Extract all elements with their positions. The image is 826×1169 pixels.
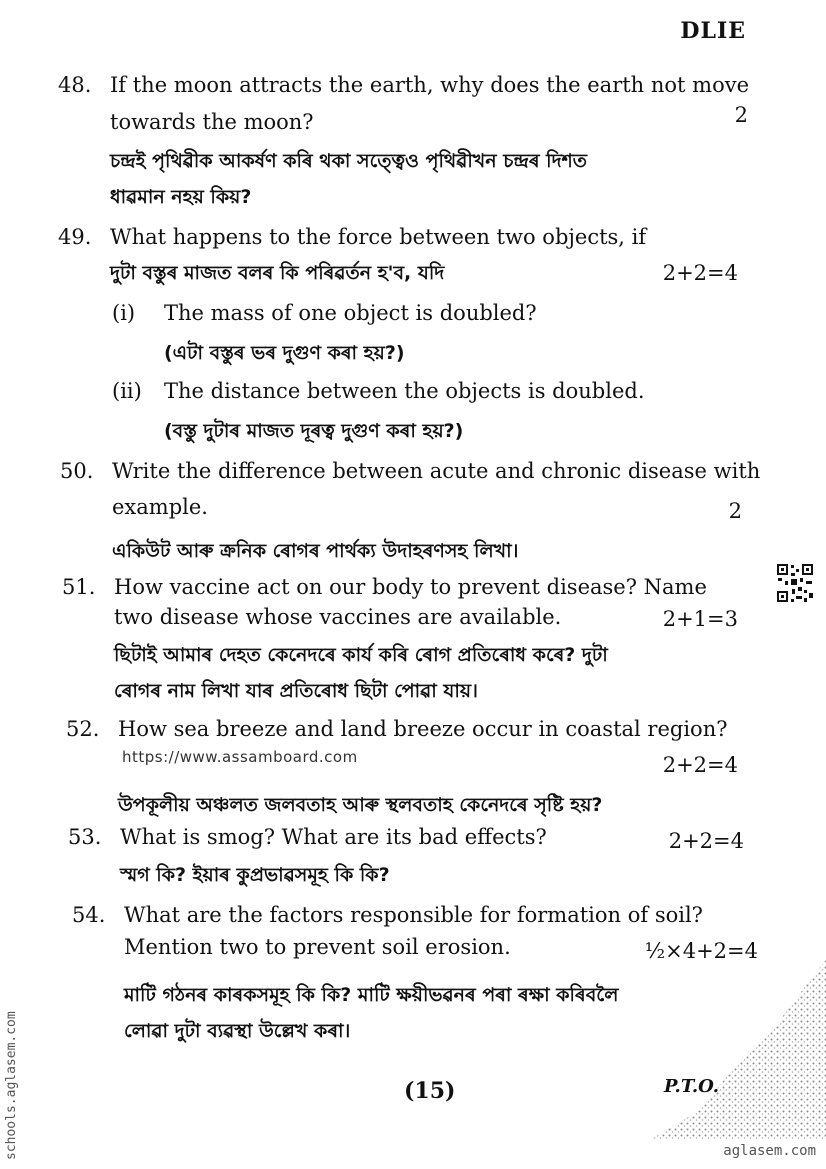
question-text-en: example.	[112, 495, 208, 519]
question-marks: 2+2=4	[662, 753, 738, 777]
question-text-as: স্মগ কি? ইয়াৰ কুপ্ৰভাৱসমূহ কি কি?	[120, 864, 390, 886]
question-text-as: লোৱা দুটা ব্যৱস্থা উল্লেখ কৰা।	[124, 1020, 351, 1042]
question-text-en: two disease whose vaccines are available.	[114, 605, 562, 629]
scan-noise	[620, 960, 826, 1140]
question-text-en: How vaccine act on our body to prevent disease? Name	[114, 575, 707, 599]
question-marks: 2+1=3	[662, 607, 738, 631]
question-marks: 2	[728, 499, 742, 523]
question-text-en: towards the moon?	[110, 110, 314, 134]
sub-question-text-as: (বস্তু দুটাৰ মাজত দূৰত্ব দুগুণ কৰা হয়?)	[164, 420, 464, 442]
question-marks: 2+2=4	[662, 261, 738, 285]
sub-question-text-en: The distance between the objects is doubled.	[164, 379, 645, 403]
question-text-as: উপকূলীয় অঞ্চলত জলবতাহ আৰু স্থলবতাহ কেনেদৰে সৃষ্টি হয়?	[118, 794, 603, 816]
question-number: 53.	[68, 825, 102, 849]
question-text-as: ধাৱমান নহয় কিয়?	[110, 186, 252, 208]
sub-question-text-en: The mass of one object is doubled?	[164, 301, 537, 325]
question-number: 50.	[60, 459, 94, 483]
question-number: 48.	[58, 73, 92, 97]
question-marks: ½×4+2=4	[644, 939, 758, 963]
question-text-as: দুটা বস্তুৰ মাজত বলৰ কি পৰিৱৰ্তন হ'ব, যদি	[110, 262, 445, 284]
question-number: 54.	[72, 903, 106, 927]
question-text-en: What are the factors responsible for formation of soil?	[124, 903, 703, 927]
question-text-en: What happens to the force between two objects, if	[110, 225, 647, 249]
please-turn-over: P.T.O.	[664, 1076, 720, 1097]
question-text-as: ৰোগৰ নাম লিখা যাৰ প্ৰতিৰোধ ছিটা পোৱা যায়।	[114, 680, 478, 702]
question-text-as: চন্দ্ৰই পৃথিৱীক আকৰ্ষণ কৰি থকা সত্ত্বেও পৃথিৱীখন চন্দ্ৰৰ দিশত	[110, 150, 588, 172]
sub-question-label: (ii)	[112, 379, 142, 403]
question-marks: 2+2=4	[668, 829, 744, 853]
question-number: 49.	[58, 225, 92, 249]
question-text-as: একিউট আৰু ক্ৰনিক ৰোগৰ পাৰ্থক্য উদাহৰণসহ লিখা।	[112, 540, 519, 562]
website-watermark: https://www.assamboard.com	[122, 748, 358, 766]
sub-question-label: (i)	[112, 301, 136, 325]
sub-question-text-as: (এটা বস্তুৰ ভৰ দুগুণ কৰা হয়?)	[164, 342, 405, 364]
question-text-as: ছিটাই আমাৰ দেহত কেনেদৰে কাৰ্য কৰি ৰোগ প্ৰতিৰোধ কৰে? দুটা	[114, 644, 608, 666]
question-text-en: How sea breeze and land breeze occur in coastal region?	[118, 717, 728, 741]
question-number: 52.	[66, 717, 100, 741]
qr-code-icon	[776, 563, 814, 603]
question-text-as: মাটি গঠনৰ কাৰকসমূহ কি কি? মাটি ক্ষয়ীভৱনৰ পৰা ৰক্ষা কৰিবলৈ	[124, 984, 619, 1006]
question-text-en: Write the difference between acute and chronic disease with	[112, 459, 761, 483]
side-watermark: schools.aglasem.com	[4, 1011, 19, 1160]
page-number: (15)	[404, 1078, 456, 1104]
question-marks: 2	[734, 103, 748, 127]
bottom-watermark: aglasem.com	[723, 1143, 816, 1159]
question-text-en: What is smog? What are its bad effects?	[120, 825, 547, 849]
question-text-en: Mention two to prevent soil erosion.	[124, 935, 511, 959]
question-number: 51.	[62, 575, 96, 599]
question-text-en: If the moon attracts the earth, why does the earth not move	[110, 73, 750, 97]
paper-code: DLIE	[680, 18, 746, 44]
